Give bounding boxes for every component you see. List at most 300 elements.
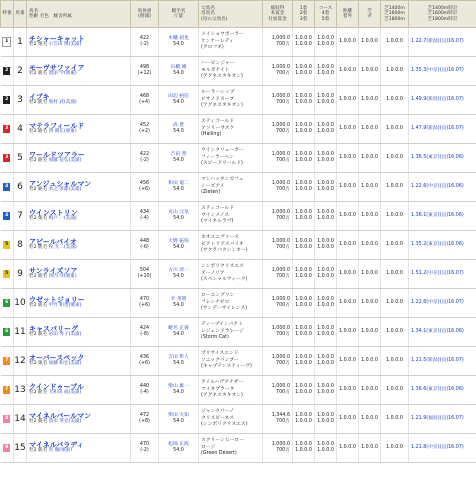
place-record — [293, 28, 315, 57]
pedigree-cell — [199, 57, 263, 86]
table-row — [1, 376, 476, 405]
horse-name-link[interactable]: アピールバイオ — [29, 237, 77, 246]
best-time-link[interactable]: 1.22.6(中京)(良)16.06) — [411, 183, 464, 189]
record-overall: 1.0.0.0 — [295, 325, 312, 331]
weight-value: 504 — [139, 267, 150, 273]
prize-main: 700万 — [276, 158, 290, 163]
place-record — [293, 434, 315, 463]
best-time-link[interactable]: 1.47.9(新潟)(良)16.07) — [411, 125, 464, 131]
weight-value: 472 — [139, 412, 150, 418]
weight-diff: (-6) — [140, 245, 149, 250]
course-record — [315, 405, 337, 434]
turf-dist-record — [381, 260, 409, 289]
record-course: 1.0.0.0 — [295, 216, 312, 221]
prize-cell — [263, 347, 293, 376]
place-record — [293, 260, 315, 289]
distance-record — [337, 231, 359, 260]
horse-name-link[interactable]: マテラフィールド — [29, 121, 85, 130]
trainer-link[interactable]: 清水 英克(美浦) — [48, 419, 82, 424]
dam-name: ケンケーレディ — [201, 38, 234, 44]
trainer-link[interactable]: 梅戸 一(美浦) — [48, 216, 77, 221]
sire-name: アイルハヴアナザー — [201, 380, 244, 386]
load-value: 54.0 — [173, 390, 184, 395]
best-time-cell — [409, 405, 476, 434]
table-row — [1, 115, 476, 144]
record-course: 1.0.0.0 — [295, 71, 312, 76]
record-course-2: 1.0.0.0 — [317, 390, 334, 395]
dam-name: マイネプラータ — [201, 386, 235, 392]
surface-record — [359, 376, 381, 405]
trainer-link[interactable]: 西 園正(栗東) — [48, 129, 77, 134]
table-row — [1, 318, 476, 347]
jockey-link[interactable]: 吉田 豊 — [170, 151, 187, 157]
horse-sex-age: 牡2 鹿毛 — [29, 419, 48, 424]
trainer-link[interactable]: 宮 徹(栗東) — [48, 448, 73, 453]
best-time-link[interactable]: 1.35.2(東京)(良)16.06) — [411, 241, 464, 247]
record-course-2: 1.0.0.0 — [317, 187, 334, 192]
distance-record — [337, 173, 359, 202]
frame-badge: 6 — [5, 300, 9, 305]
best-time-link[interactable]: 1.36.5(東京)(良)16.06) — [411, 154, 464, 160]
frame-badge: 1 — [2, 37, 11, 47]
pedigree-cell — [199, 202, 263, 231]
record-course-1: 1.0.0.0 — [317, 441, 334, 447]
jockey-link[interactable]: 柴田 大知 — [168, 412, 189, 418]
table-row — [1, 173, 476, 202]
weight-diff: (+2) — [139, 129, 150, 134]
record-course: 1.0.0.0 — [295, 332, 312, 337]
prize-main: 700万 — [276, 274, 290, 279]
dam-sire-name: (Storm Cat) — [201, 335, 229, 341]
record-course: 1.0.0.0 — [295, 187, 312, 192]
dam-sire-name: (マイネルラヴ) — [201, 219, 234, 225]
frame-cell — [1, 57, 14, 86]
prize-main: 700万 — [276, 100, 290, 105]
record-course-1: 1.0.0.0 — [317, 35, 334, 41]
header-place: 1着 2着 3着 — [293, 1, 315, 28]
weight-cell — [131, 28, 159, 57]
trainer-link[interactable]: 加藤 和宏(美浦) — [48, 361, 82, 366]
jockey-cell — [159, 86, 199, 115]
dam-name: ビクトリアスバイオ — [201, 241, 244, 247]
distance-record — [337, 144, 359, 173]
jockey-link[interactable]: 吉田 隼人 — [168, 354, 189, 360]
load-value: 54.0 — [173, 274, 184, 279]
prize-cell — [263, 144, 293, 173]
jockey-link[interactable]: 木幡 初也 — [168, 35, 189, 41]
pedigree-cell — [199, 173, 263, 202]
weight-cell — [131, 173, 159, 202]
horse-sex-age: 牡2 栗毛 — [29, 361, 48, 366]
jockey-cell — [159, 405, 199, 434]
surface-record — [359, 28, 381, 57]
record-distance: 1.0.0.0 — [339, 67, 356, 73]
frame-badge: 8 — [5, 416, 9, 421]
prize-main: 700万 — [276, 332, 290, 337]
dam-sire-name: (アグネスタキオン) — [201, 393, 243, 399]
jockey-link[interactable]: 柴山 雄一 — [168, 383, 189, 389]
sire-name: ウインクリューガー — [201, 148, 244, 154]
best-time-link[interactable]: 1.34.1(東京)(良)16.06) — [411, 328, 464, 334]
surface-record — [359, 57, 381, 86]
weight-cell — [131, 318, 159, 347]
jockey-link[interactable]: 田辺 裕信 — [168, 93, 189, 99]
jockey-cell — [159, 231, 199, 260]
turf-dist-record — [381, 347, 409, 376]
table-header — [1, 1, 476, 28]
surface-record — [359, 318, 381, 347]
horse-sex-age: 牡2 鹿毛 — [29, 129, 48, 134]
prize-total: 1,000.0 — [271, 180, 290, 186]
record-course-1: 1.0.0.0 — [317, 122, 334, 128]
jockey-cell — [159, 173, 199, 202]
jockey-cell — [159, 28, 199, 57]
record-course: 1.0.0.0 — [295, 419, 312, 424]
place-record — [293, 376, 315, 405]
record-overall: 1.0.0.0 — [295, 441, 312, 447]
record-course-2: 1.0.0.0 — [317, 71, 334, 76]
record-turf: 1.0.0.0 — [386, 444, 403, 450]
jockey-cell — [159, 115, 199, 144]
record-course-2: 1.0.0.0 — [317, 448, 334, 453]
course-record — [315, 289, 337, 318]
horse-name-link[interactable]: ウゼットジョリー — [29, 295, 85, 304]
horse-number: 2 — [14, 57, 27, 86]
weight-value: 470 — [139, 296, 150, 302]
dam-name: ロージ — [201, 444, 216, 450]
record-turf: 1.0.0.0 — [386, 270, 403, 276]
surface-record — [359, 347, 381, 376]
sire-name: スティゴールド — [201, 119, 235, 125]
horse-number: 3 — [14, 86, 27, 115]
table-row — [1, 434, 476, 463]
header-horse: 馬名 性齢 毛色 厩舎所属 — [27, 1, 131, 28]
record-surface: 1.0.0.0 — [361, 38, 378, 44]
frame-badge: 2 — [5, 68, 9, 73]
prize-main: 700万 — [276, 216, 290, 221]
pedigree-cell — [199, 434, 263, 463]
jockey-link[interactable]: 古川 淳一 — [168, 267, 189, 273]
record-surface: 1.0.0.0 — [361, 154, 378, 160]
weight-diff: (-2) — [140, 448, 149, 453]
sire-name: ローエングリン — [201, 293, 235, 299]
record-turf: 1.0.0.0 — [386, 357, 403, 363]
prize-cell — [263, 318, 293, 347]
sire-name: マンハッタンカフェ — [201, 177, 244, 183]
record-overall: 1.0.0.0 — [295, 122, 312, 128]
horse-cell — [27, 28, 131, 57]
record-course-1: 1.0.0.0 — [317, 238, 334, 244]
record-distance: 1.0.0.0 — [339, 444, 356, 450]
header-frame: 枠番 — [1, 1, 14, 28]
surface-record — [359, 202, 381, 231]
trainer-link[interactable]: 池添 学(栗東) — [48, 71, 77, 76]
frame-cell — [1, 405, 14, 434]
best-time-cell — [409, 289, 476, 318]
record-overall: 1.0.0.0 — [295, 64, 312, 70]
prize-total: 1,000.0 — [271, 441, 290, 447]
dam-name: ピサノドヌーブ — [201, 96, 235, 102]
table-row — [1, 86, 476, 115]
record-course-2: 1.0.0.0 — [317, 332, 334, 337]
weight-value: 440 — [139, 383, 150, 389]
horse-number: 1 — [14, 28, 27, 57]
horse-number: 14 — [14, 405, 27, 434]
record-course-1: 1.0.0.0 — [317, 267, 334, 273]
horse-name-link[interactable]: マイネルバラディ — [29, 440, 84, 449]
trainer-link[interactable]: 岩田 秀子(美浦) — [48, 332, 82, 337]
prize-total: 1,000.0 — [271, 383, 290, 389]
horse-cell — [27, 289, 131, 318]
surface-record — [359, 173, 381, 202]
record-course: 1.0.0.0 — [295, 129, 312, 134]
jockey-link[interactable]: 大野 拓弥 — [168, 238, 189, 244]
horse-cell — [27, 144, 131, 173]
jockey-link[interactable]: 丸山 元気 — [168, 209, 189, 215]
weight-diff: (+6) — [139, 303, 150, 308]
record-course: 1.0.0.0 — [295, 100, 312, 105]
surface-record — [359, 231, 381, 260]
record-overall: 1.0.0.0 — [295, 93, 312, 99]
best-time-link[interactable]: 1.22.7(新潟)(良)16.07) — [411, 38, 464, 44]
record-course-2: 1.0.0.0 — [317, 100, 334, 105]
weight-cell — [131, 231, 159, 260]
record-surface: 1.0.0.0 — [361, 299, 378, 305]
prize-cell — [263, 115, 293, 144]
record-distance: 1.0.0.0 — [339, 241, 356, 247]
jockey-cell — [159, 57, 199, 86]
trainer-link[interactable]: 大和田 成(美浦) — [48, 390, 82, 395]
record-distance: 1.0.0.0 — [339, 299, 356, 305]
place-record — [293, 231, 315, 260]
dam-sire-name: (Green Desert) — [201, 451, 237, 457]
record-distance: 1.0.0.0 — [339, 270, 356, 276]
jockey-link[interactable]: 蛯名 正義 — [168, 325, 189, 331]
record-course-1: 1.0.0.0 — [317, 180, 334, 186]
table-row — [1, 231, 476, 260]
record-course-2: 1.0.0.0 — [317, 274, 334, 279]
surface-record — [359, 289, 381, 318]
record-turf: 1.0.0.0 — [386, 183, 403, 189]
distance-record — [337, 347, 359, 376]
dam-name: アーノリア — [201, 270, 225, 276]
prize-cell — [263, 289, 293, 318]
header-weight: 馬体重 (増減) — [131, 1, 159, 28]
horse-name-link[interactable]: アンジュシャルマン — [29, 179, 92, 188]
horse-name-link[interactable]: ワールドツアラー — [29, 150, 85, 159]
frame-badge: 7 — [5, 358, 9, 363]
prize-main: 700万 — [276, 361, 290, 366]
best-time-link[interactable]: 1.49.9(新潟)(良)16.07) — [411, 96, 464, 102]
weight-diff: (-8) — [140, 332, 149, 337]
header-surface: 芝 ダ — [359, 1, 381, 28]
record-distance: 1.0.0.0 — [339, 96, 356, 102]
weight-cell — [131, 260, 159, 289]
best-time-link[interactable]: 1.35.3(中京)(良)16.07) — [411, 67, 464, 73]
dam-sire-name: (スペシャルウィーク) — [201, 277, 248, 283]
load-value: 54.0 — [173, 419, 184, 424]
record-course: 1.0.0.0 — [295, 158, 312, 163]
horse-name-link[interactable]: モーヴサファイア — [29, 63, 85, 72]
place-record — [293, 86, 315, 115]
surface-record — [359, 405, 381, 434]
horse-sex-age: 牡2 鹿毛 — [29, 390, 48, 395]
horse-number: 12 — [14, 347, 27, 376]
best-time-cell — [409, 434, 476, 463]
jockey-link[interactable]: 武 豊 — [172, 122, 185, 128]
dam-name: フィーラーヘン — [201, 154, 235, 160]
horse-name-link[interactable]: イブキ — [29, 92, 50, 101]
best-time-link[interactable]: 1.51.2(中京)(良)16.07) — [411, 270, 464, 276]
surface-record — [359, 144, 381, 173]
record-turf: 1.0.0.0 — [386, 212, 403, 218]
place-record — [293, 144, 315, 173]
best-time-cell — [409, 28, 476, 57]
weight-diff: (+4) — [139, 100, 150, 105]
trainer-link[interactable]: 加藤 征弘(美浦) — [48, 158, 82, 163]
prize-cell — [263, 405, 293, 434]
horse-name-link[interactable]: ウインストリン — [29, 208, 78, 217]
horse-cell — [27, 260, 131, 289]
horse-sex-age: 牡2 鹿毛 — [29, 71, 48, 76]
place-record — [293, 318, 315, 347]
dam-name: クリスビーネス — [201, 415, 235, 421]
turf-dist-record — [381, 318, 409, 347]
table-row — [1, 202, 476, 231]
frame-cell — [1, 86, 14, 115]
record-course-1: 1.0.0.0 — [317, 325, 334, 331]
jockey-link[interactable]: 幸 英明 — [170, 296, 187, 302]
record-course-1: 1.0.0.0 — [317, 383, 334, 389]
jockey-cell — [159, 318, 199, 347]
frame-cell — [1, 376, 14, 405]
record-turf: 1.0.0.0 — [386, 386, 403, 392]
header-jockey: 騎手名 斤量 — [159, 1, 199, 28]
distance-record — [337, 434, 359, 463]
frame-cell — [1, 347, 14, 376]
record-overall: 1.0.0.0 — [295, 412, 312, 418]
horse-name-link[interactable]: オーバースペック — [29, 353, 85, 362]
horse-name-link[interactable]: サンライズソア — [29, 266, 78, 275]
best-time-link[interactable]: 1.21.5(新潟)(良)16.07) — [411, 357, 464, 363]
record-course: 1.0.0.0 — [295, 361, 312, 366]
sire-name: スクリーンヒーロー — [201, 438, 244, 444]
horse-cell — [27, 173, 131, 202]
best-time-link[interactable]: 1.21.8(中京)(良)16.07) — [411, 444, 464, 450]
weight-cell — [131, 347, 159, 376]
dam-name: フレンチゼロ — [201, 299, 230, 305]
horse-name-link[interactable]: クインドゥーブル — [29, 382, 84, 391]
distance-record — [337, 405, 359, 434]
pedigree-cell — [199, 376, 263, 405]
trainer-link[interactable]: 小笠田 翔(美浦) — [48, 42, 82, 47]
horse-number: 7 — [14, 202, 27, 231]
course-record — [315, 144, 337, 173]
prize-cell — [263, 260, 293, 289]
dam-sire-name: (シンボリクリスエス) — [201, 422, 248, 428]
trainer-link[interactable]: 奥村 武(美浦) — [48, 100, 77, 105]
record-surface: 1.0.0.0 — [361, 183, 378, 189]
best-time-link[interactable]: 1.21.9(福島)(良)16.07) — [411, 415, 464, 421]
weight-value: 422 — [139, 151, 150, 157]
weight-diff: (+6) — [139, 187, 150, 192]
prize-total: 1,000.0 — [271, 296, 290, 302]
sire-name: メイショウボーラー — [201, 32, 244, 38]
record-distance: 1.0.0.0 — [339, 125, 356, 131]
record-course-2: 1.0.0.0 — [317, 361, 334, 366]
weight-value: 470 — [139, 441, 150, 447]
horse-number: 8 — [14, 231, 27, 260]
best-time-link[interactable]: 1.36.6(東京)(良)16.06) — [411, 386, 464, 392]
frame-cell — [1, 28, 14, 57]
prize-total: 1,000.0 — [271, 35, 290, 41]
prize-cell — [263, 173, 293, 202]
place-record — [293, 347, 315, 376]
prize-total: 1,000.0 — [271, 354, 290, 360]
trainer-link[interactable]: 河内 洋(栗東) — [48, 274, 77, 279]
table-row — [1, 57, 476, 86]
horse-name-link[interactable]: マイネルバールマン — [29, 411, 92, 420]
turf-dist-record — [381, 57, 409, 86]
trainer-link[interactable]: 木之 茶都(美浦) — [48, 187, 82, 192]
record-surface: 1.0.0.0 — [361, 444, 378, 450]
jockey-link[interactable]: 和田 竜二 — [168, 180, 189, 186]
pedigree-cell — [199, 405, 263, 434]
distance-record — [337, 57, 359, 86]
pedigree-cell — [199, 231, 263, 260]
horse-name-link[interactable]: キャスパリーグ — [29, 324, 78, 333]
pedigree-cell — [199, 347, 263, 376]
best-time-link[interactable]: 1.22.6(中京)(良)16.07) — [411, 299, 464, 305]
record-overall: 1.0.0.0 — [295, 354, 312, 360]
horse-sex-age: 牡2 栗毛 — [29, 216, 48, 221]
record-turf: 1.0.0.0 — [386, 415, 403, 421]
jockey-link[interactable]: 石橋 脩 — [170, 64, 187, 70]
jockey-link[interactable]: 松岡 正海 — [168, 441, 189, 447]
record-course-1: 1.0.0.0 — [317, 64, 334, 70]
weight-diff: (+10) — [137, 274, 152, 279]
sire-name: ジャンクバーノ — [201, 409, 235, 415]
sire-name: ネオユニヴァース — [201, 235, 239, 241]
jockey-cell — [159, 260, 199, 289]
horse-name-link[interactable]: チシャーキャット — [29, 34, 85, 43]
prize-total: 1,344.6 — [271, 412, 290, 418]
distance-record — [337, 318, 359, 347]
record-course-1: 1.0.0.0 — [317, 412, 334, 418]
trainer-link[interactable]: 中竹 和也(栗東) — [48, 303, 82, 308]
weight-value: 468 — [139, 93, 150, 99]
best-time-link[interactable]: 1.36.1(東京)(良)16.06) — [411, 212, 464, 218]
course-record — [315, 28, 337, 57]
prize-cell — [263, 86, 293, 115]
dam-sire-name: (サンデーサイレンス) — [201, 306, 248, 312]
weight-value: 456 — [139, 180, 150, 186]
record-turf: 1.0.0.0 — [386, 241, 403, 247]
record-course-2: 1.0.0.0 — [317, 303, 334, 308]
weight-diff: (-2) — [140, 158, 149, 163]
trainer-link[interactable]: 牧 光二(美浦) — [48, 245, 77, 250]
sire-name: ディープインパクト — [201, 322, 243, 328]
header-number: 馬番 — [14, 1, 27, 28]
prize-total: 1,000.0 — [271, 325, 290, 331]
distance-record — [337, 28, 359, 57]
table-row — [1, 347, 476, 376]
distance-record — [337, 260, 359, 289]
frame-cell — [1, 173, 14, 202]
prize-cell — [263, 376, 293, 405]
prize-main: 700万 — [276, 42, 290, 47]
record-course-2: 1.0.0.0 — [317, 216, 334, 221]
